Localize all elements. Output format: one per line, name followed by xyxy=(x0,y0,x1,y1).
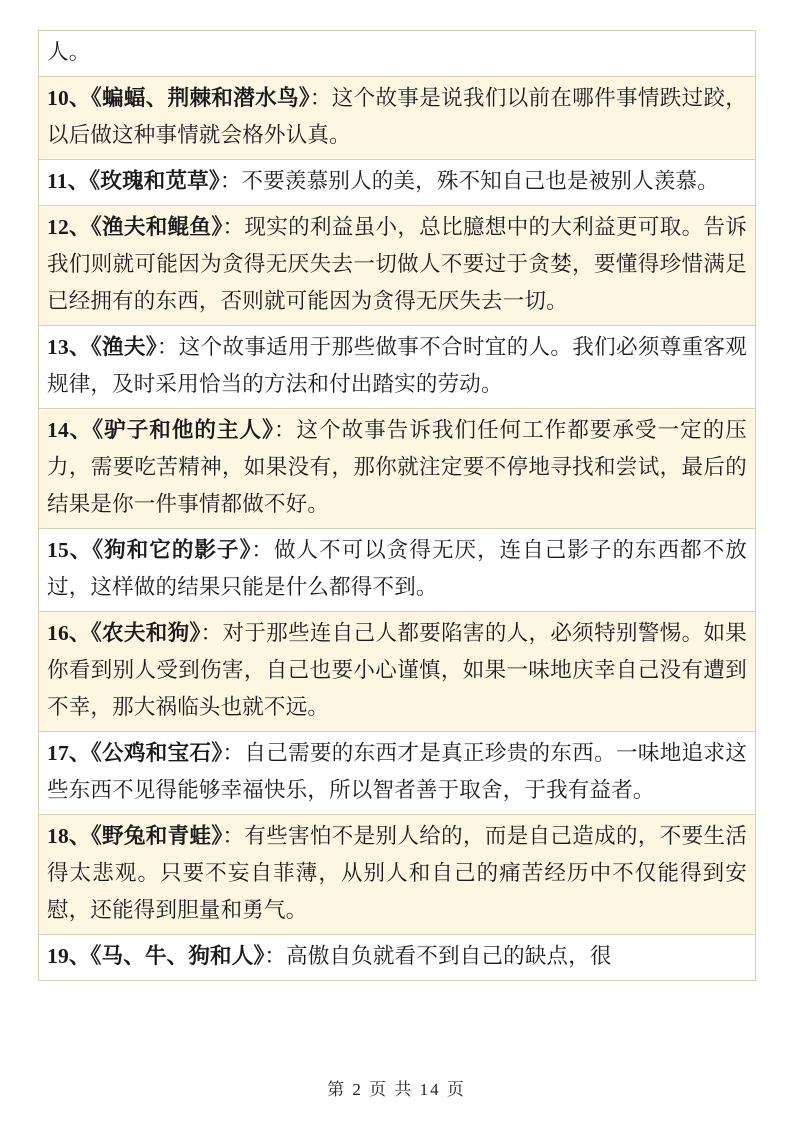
entry-index: 15、 xyxy=(47,538,93,562)
entry-title: 《蝙蝠、荆棘和潜水鸟》 xyxy=(90,86,310,110)
entry-index: 11、 xyxy=(47,169,90,193)
entry-colon: ： xyxy=(251,538,274,562)
entry-title: 《狗和它的影子》 xyxy=(92,538,252,562)
table-row xyxy=(38,731,756,814)
entry-index: 17、 xyxy=(47,741,91,765)
page-footer: 第 2 页 共 14 页 xyxy=(327,1080,466,1099)
table-row xyxy=(38,408,756,528)
entry-title: 《玫瑰和苋草》 xyxy=(89,169,220,193)
lead-fragment: 人。 xyxy=(47,40,91,64)
entry-title: 《公鸡和宝石》 xyxy=(90,741,223,765)
entry-title: 《马、牛、狗和人》 xyxy=(90,944,265,968)
entry-text: 这个故事适用于那些做事不合时宜的人。我们必须尊重客观规律，及时采用恰当的方法和付出踏实的劳动。 xyxy=(47,335,748,396)
entry-colon: ： xyxy=(222,824,245,848)
entry-text: 高傲自负就看不到自己的缺点，很 xyxy=(286,944,612,968)
entry-text: 有些害怕不是别人给的，而是自己造成的，不要生活得太悲观。只要不妄自菲薄，从别人和自己的痛苦经历中不仅能得到安慰，还能得到胆量和勇气。 xyxy=(47,824,748,922)
table-row xyxy=(38,159,756,205)
table-row xyxy=(38,611,756,731)
entry-text: 现实的利益虽小，总比臆想中的大利益更可取。告诉我们则就可能因为贪得无厌失去一切做人不要过于贪婪，要懂得珍惜满足已经拥有的东西，否则就可能因为贪得无厌失去一切。 xyxy=(47,215,748,313)
entry-index: 10、 xyxy=(47,86,91,110)
table-row xyxy=(38,205,756,325)
entry-index: 16、 xyxy=(47,621,91,645)
entry-title: 《野兔和青蛙》 xyxy=(90,824,223,848)
table-row xyxy=(38,325,756,408)
entry-index: 12、 xyxy=(47,215,91,239)
document-body xyxy=(38,30,756,981)
entry-text: 这个故事告诉我们任何工作都要承受一定的压力，需要吃苦精神，如果没有，那你就注定要不停地寻找和尝试，最后的结果是你一件事情都做不好。 xyxy=(47,418,747,516)
entry-text: 不要羡慕别人的美，殊不知自己也是被别人羡慕。 xyxy=(241,169,719,193)
entry-text: 做人不可以贪得无厌，连自己影子的东西都不放过，这样做的结果只能是什么都得不到。 xyxy=(47,538,748,599)
entry-colon: ： xyxy=(222,215,245,239)
entry-title: 《渔夫和鲲鱼》 xyxy=(90,215,223,239)
table-row xyxy=(38,814,756,934)
entry-colon: ： xyxy=(219,169,242,193)
entry-colon: ： xyxy=(200,621,223,645)
entry-colon: ： xyxy=(156,335,179,359)
entry-text: 这个故事是说我们以前在哪件事情跌过跤，以后做这种事情就会格外认真。 xyxy=(47,86,748,147)
entry-title: 《驴子和他的主人》 xyxy=(92,418,274,442)
entry-title: 《渔夫》 xyxy=(90,335,157,359)
table-row xyxy=(38,934,756,981)
entry-index: 19、 xyxy=(47,944,91,968)
entry-index: 18、 xyxy=(47,824,91,848)
entry-colon: ： xyxy=(264,944,287,968)
entry-text: 自己需要的东西才是真正珍贵的东西。一味地追求这些东西不见得能够幸福快乐，所以智者善于取舍，于我有益者。 xyxy=(47,741,748,802)
entry-colon: ： xyxy=(273,418,297,442)
entry-index: 13、 xyxy=(47,335,91,359)
entry-colon: ： xyxy=(222,741,245,765)
entry-colon: ： xyxy=(309,86,332,110)
text-row-lead xyxy=(38,30,756,76)
table-row xyxy=(38,528,756,611)
table-row xyxy=(38,76,756,159)
entry-index: 14、 xyxy=(47,418,93,442)
entry-text: 对于那些连自己人都要陷害的人，必须特别警惕。如果你看到别人受到伤害，自己也要小心谨慎，如果一味地庆幸自己没有遭到不幸，那大祸临头也就不远。 xyxy=(47,621,748,719)
entry-title: 《农夫和狗》 xyxy=(90,621,201,645)
